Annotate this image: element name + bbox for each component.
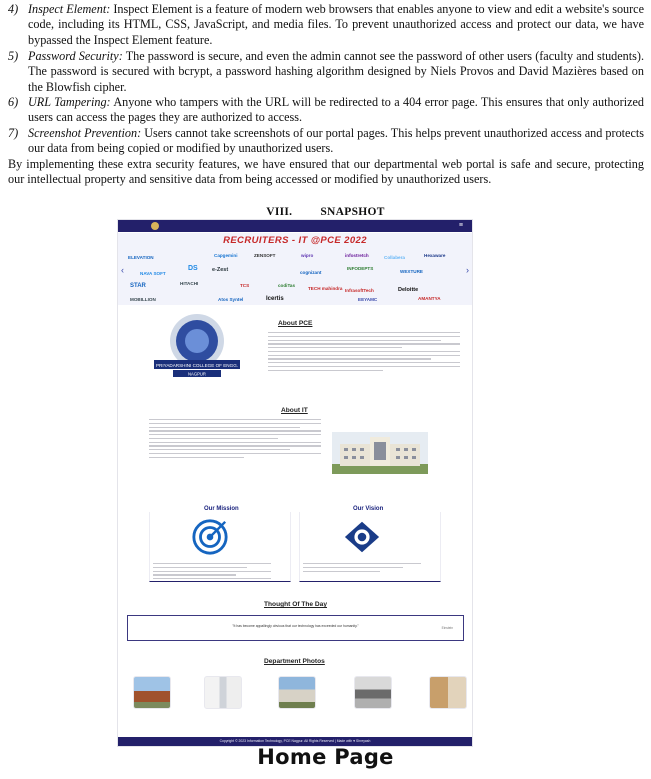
- recruiter-logo: Deloitte: [398, 287, 419, 293]
- department-photo: [278, 676, 316, 709]
- department-photo: [133, 676, 171, 709]
- carousel-prev-icon: ‹: [121, 265, 124, 275]
- target-icon: [191, 518, 229, 556]
- recruiter-logo: Collabera: [384, 255, 405, 260]
- footer-text: Copyright © 2023 Information Technology, PCE Nagpur. All Rights Reserved | Made with ♥ Shreyash: [219, 738, 371, 743]
- list-item-url-tampering: [8, 95, 644, 126]
- list-text: The password is secure, and even the admin cannot see the password of other users (faculty and students). The password is secured with bcrypt, a password hashing algorithm designed by Niels Provos and David Mazières based on the Blowfish cipher.: [28, 49, 645, 94]
- list-lead: Inspect Element:: [28, 2, 111, 16]
- about-pce-heading: About PCE: [278, 320, 313, 327]
- homepage-screenshot: [117, 219, 473, 747]
- recruiter-logo: wipro: [301, 253, 314, 258]
- crest-label: PRIYADARSHINI COLLEGE OF ENGG.: [155, 363, 239, 368]
- recruiter-logo: ELEVATION: [128, 255, 154, 260]
- recruiter-logo: TECH mahindra: [308, 286, 343, 291]
- recruiter-logo: infostretch: [345, 253, 369, 258]
- department-photo: [354, 676, 392, 709]
- recruiter-logo: codiTas: [278, 283, 296, 288]
- list-number: 4): [8, 2, 19, 16]
- list-number: 6): [8, 95, 19, 109]
- department-photo: [204, 676, 242, 709]
- recruiter-logo: Hexaware: [424, 253, 446, 258]
- college-building-image: [332, 432, 428, 474]
- navbar: [118, 220, 472, 232]
- recruiter-logo: AMANTYA: [418, 296, 441, 301]
- figure-caption: Home Page: [257, 745, 394, 769]
- recruiters-banner: [118, 233, 472, 305]
- list-lead: Screenshot Prevention:: [28, 126, 142, 140]
- list-text: Users cannot take screenshots of our portal pages. This helps prevent unauthorized access and protects our data from being copied or modified by unauthorized users.: [28, 126, 644, 156]
- thought-text: "It has become appallingly obvious that our technology has exceeded our humanity.": [232, 624, 359, 628]
- recruiter-logo: HITACHI: [180, 281, 199, 286]
- recruiter-logo: TCS: [240, 283, 250, 288]
- recruiter-logo: INFODEPTS: [347, 266, 374, 271]
- recruiter-logo: InfrasoftTech: [345, 288, 374, 293]
- vision-text: [303, 563, 421, 574]
- recruiter-logo: Capgemini: [214, 253, 238, 258]
- recruiter-logo: Atos Syntel: [218, 297, 244, 302]
- recruiter-logo: ZENSOFT: [254, 253, 276, 258]
- list-item-inspect-element: [8, 2, 644, 48]
- recruiter-logo: WEXTURE: [400, 269, 423, 274]
- recruiter-logo: DS: [188, 265, 198, 272]
- list-lead: Password Security:: [28, 49, 123, 63]
- mission-text: [153, 563, 271, 582]
- section-title: SNAPSHOT: [320, 206, 385, 218]
- about-it-heading: About IT: [281, 407, 308, 414]
- vision-title: Our Vision: [353, 506, 384, 512]
- list-lead: URL Tampering:: [28, 95, 111, 109]
- menu-icon: ≡: [458, 222, 463, 229]
- recruiter-logo: STAR: [130, 283, 146, 289]
- list-item-password-security: [8, 49, 644, 95]
- about-pce-text: [268, 332, 460, 374]
- recruiter-logo: Icertis: [266, 296, 284, 302]
- thought-heading: Thought Of The Day: [264, 601, 328, 608]
- recruiter-logo: MOBILLION: [130, 297, 156, 302]
- about-it-text: [149, 419, 321, 461]
- recruiter-logo: NAVA SOFT: [140, 271, 166, 276]
- list-text: Anyone who tampers with the URL will be redirected to a 404 error page. This ensures that only authorized users can access the pages they are authorized to access.: [28, 95, 644, 125]
- department-photo: [429, 676, 467, 709]
- list-text: Inspect Element is a feature of modern web browsers that enables anyone to view and edit a website's source code, including its HTML, CSS, JavaScript, and media files. To prevent unauthorized access and protect our data, we have bypassed the Inspect Element feature.: [28, 2, 645, 47]
- crest-city: NAGPUR: [188, 371, 206, 377]
- thought-box: [127, 615, 464, 641]
- college-crest-icon: [151, 313, 243, 381]
- list-item-screenshot-prevention: [8, 126, 644, 157]
- thought-author: Einstein: [441, 626, 453, 630]
- mission-title: Our Mission: [204, 506, 239, 512]
- carousel-next-icon: ›: [466, 265, 469, 275]
- list-number: 7): [8, 126, 19, 140]
- eye-icon: [342, 518, 382, 556]
- recruiters-title: RECRUITERS - IT @PCE 2022: [223, 235, 367, 246]
- section-heading: [0, 206, 651, 218]
- section-number: VIII.: [266, 206, 293, 218]
- recruiter-logo: cognizant: [300, 270, 322, 275]
- college-logo-icon: [151, 222, 159, 230]
- recruiter-logo: EEYAMC: [358, 297, 378, 302]
- list-number: 5): [8, 49, 19, 63]
- conclusion-paragraph: By implementing these extra security features, we have ensured that our departmental web portal is safe and secure, protecting our intellectual property and sensitive data from being accessed or modified by unauthorized users.: [8, 157, 644, 187]
- photos-heading: Department Photos: [264, 658, 325, 665]
- recruiter-logo: e-Zest: [212, 267, 229, 273]
